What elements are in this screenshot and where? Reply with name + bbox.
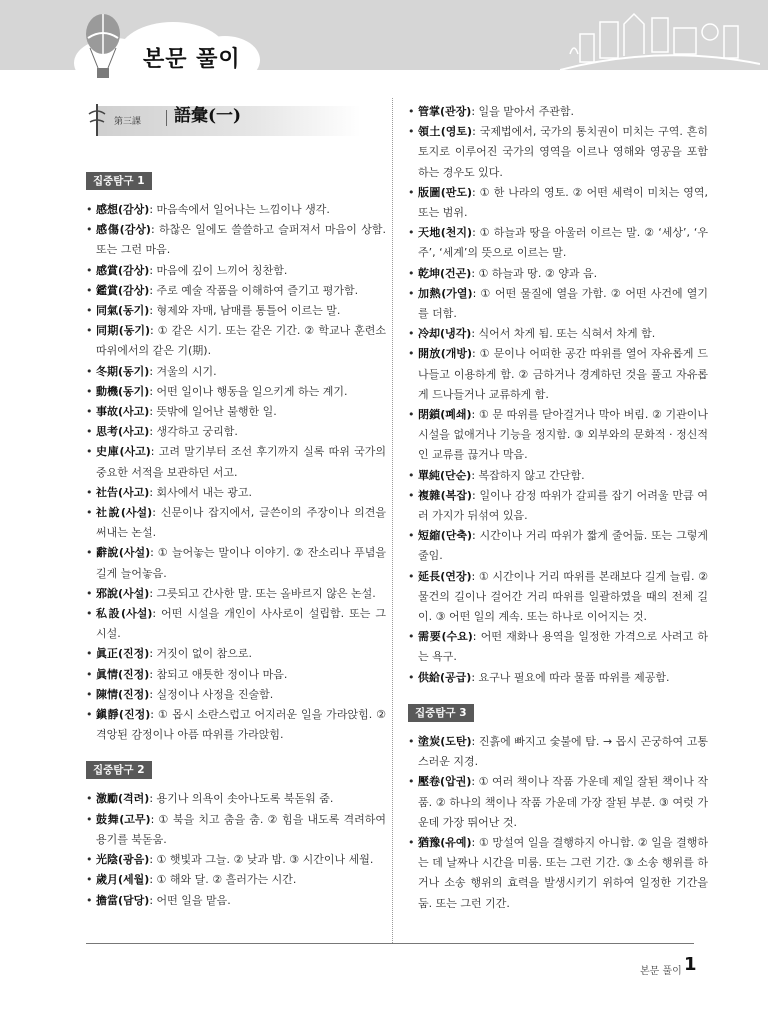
vocab-entry — [408, 833, 708, 914]
vocab-term: 閉鎖(폐쇄) : — [418, 408, 479, 421]
vocab-definition: 주로 예술 작품을 이해하여 즐기고 평가함. — [156, 283, 359, 297]
vocab-definition: ① 시간이나 거리 따위를 본래보다 길게 늘림. ② 물건의 길이나 걸어간 거리 따위를 일괄하였을 때의 전체 길이. ③ 어떤 일의 계속. 또는 하나로 이어지는 것. — [418, 569, 708, 624]
vocab-definition: 형제와 자매, 남매를 통틀어 이르는 말. — [156, 304, 341, 318]
vocab-definition: 시간이나 거리 따위가 짧게 줄어듦. 또는 그렇게 줄임. — [418, 529, 709, 563]
vocab-term: 激勵(격려) : — [96, 792, 157, 805]
vocab-definition: ① 늘어놓는 말이나 이야기. ② 잔소리나 푸념을 길게 늘어놓음. — [96, 546, 386, 580]
vocab-definition: ① 해와 달. ② 흘러가는 시간. — [156, 873, 297, 887]
vocab-term: 眞正(진정) : — [96, 647, 157, 660]
vocab-entry — [86, 891, 386, 911]
vocab-definition: 어떤 일을 맡음. — [156, 893, 231, 907]
vocab-definition: 국제법에서, 국가의 통치권이 미치는 구역. 흔히 토지로 이루어진 국가의 영역을 이르나 영해와 영공을 포함하는 경우도 있다. — [418, 125, 708, 179]
vocab-definition: 일을 맡아서 주관함. — [478, 105, 575, 118]
vocab-definition: 요구나 필요에 따라 물품 따위를 제공함. — [478, 670, 670, 684]
vocab-entry — [408, 102, 708, 122]
vocab-entry — [408, 668, 708, 688]
entry-list — [86, 789, 386, 910]
vocab-definition: ① 몹시 소란스럽고 어지러운 일을 가라앉힘. ② 격앙된 감정이나 아픔 따위를 가라앉힘. — [96, 708, 387, 742]
vocab-entry — [86, 543, 386, 583]
vocab-definition: 실정이나 사정을 진술함. — [156, 687, 274, 701]
vocab-term: 冷却(냉각) : — [418, 327, 479, 340]
left-column — [86, 100, 386, 911]
vocab-term: 開放(개방) : — [418, 347, 480, 360]
vocab-term: 同期(동기) : — [96, 324, 158, 337]
vocab-term: 感賞(감상) : — [96, 264, 157, 277]
hot-air-balloon-icon — [78, 12, 128, 84]
section-label: 집중탐구 1 — [86, 172, 152, 190]
page-number: 1 — [684, 954, 697, 975]
vocab-entry — [408, 344, 708, 405]
vocab-definition: 뜻밖에 일어난 불행한 일. — [156, 405, 277, 419]
vocab-term: 猶豫(유예) : — [418, 836, 479, 849]
city-skyline-icon — [560, 4, 760, 70]
column-divider — [392, 98, 393, 943]
entry-list — [408, 732, 708, 914]
vocab-definition: 생각하고 궁리함. — [156, 425, 238, 439]
vocab-term: 冬期(동기) : — [96, 365, 157, 378]
entry-list — [86, 200, 386, 745]
vocab-entry — [86, 422, 386, 442]
vocab-entry — [408, 284, 708, 324]
vocab-term: 私設(사설) : — [96, 607, 161, 620]
vocab-entry — [86, 362, 386, 382]
vocab-definition: 어떤 시설을 개인이 사사로이 설립함. 또는 그 시설. — [96, 607, 386, 641]
vocab-entry — [86, 503, 386, 543]
vocab-entry — [86, 261, 386, 281]
vocab-term: 鎭靜(진정) : — [96, 708, 158, 721]
vocab-definition: ① 햇빛과 그늘. ② 낮과 밤. ③ 시간이나 세월. — [156, 853, 374, 867]
vocab-term: 短縮(단축) : — [418, 529, 480, 542]
vocab-entry — [86, 604, 386, 644]
footer-rule — [86, 943, 694, 944]
vocab-entry — [408, 183, 708, 223]
brush-ornament-icon — [86, 102, 108, 138]
vocab-term: 天地(천지) : — [418, 226, 480, 239]
vocab-definition: 복잡하지 않고 간단함. — [478, 468, 585, 482]
vocab-term: 感想(감상) : — [96, 203, 157, 216]
vocab-definition: 마음에 깊이 느끼어 칭찬함. — [156, 263, 288, 277]
lesson-banner — [86, 100, 386, 146]
vocab-term: 壓卷(압권) : — [418, 775, 479, 788]
right-column — [408, 102, 708, 914]
vocab-entry — [86, 402, 386, 422]
vocab-term: 供給(공급) : — [418, 671, 479, 684]
vocab-entry — [86, 705, 386, 745]
vocab-entry — [86, 584, 386, 604]
vocab-entry — [86, 442, 386, 482]
vocab-term: 辭說(사설) : — [96, 546, 158, 559]
vocab-definition: ① 한 나라의 영토. ② 어떤 세력이 미치는 영역, 또는 범위. — [418, 185, 709, 220]
vocab-definition: ① 북을 치고 춤을 춤. ② 힘을 내도록 격려하여 용기를 북돋움. — [96, 812, 386, 846]
vocab-definition: ① 하늘과 땅. ② 양과 음. — [478, 266, 598, 280]
lesson-kicker: 第三課 — [114, 117, 142, 127]
vocab-term: 乾坤(건곤) : — [418, 267, 479, 280]
vocab-term: 單純(단순) : — [418, 469, 479, 482]
vocab-entry — [408, 732, 708, 772]
page-title: 본문 풀이 — [143, 47, 241, 72]
vocab-definition: ① 문 따위를 닫아걸거나 막아 버림. ② 기관이나 시설을 없애거나 기능을 정지함. ③ 외부와의 문화적 · 정신적인 교류를 끊거나 막음. — [418, 408, 709, 462]
vocab-entry — [86, 665, 386, 685]
vocab-definition: 어떤 재화나 용역을 일정한 가격으로 사려고 하는 욕구. — [418, 630, 708, 664]
vocab-entry — [86, 850, 386, 870]
vocab-entry — [86, 321, 386, 361]
vocab-entry — [408, 264, 708, 284]
vocab-definition: 참되고 애틋한 정이나 마음. — [156, 667, 288, 681]
lesson-title: 語彙(一) — [174, 106, 242, 126]
vocab-term: 社告(사고) : — [96, 486, 157, 499]
vocab-definition: ① 여러 책이나 작품 가운데 제일 잘된 책이나 작품. ② 하나의 책이나 작품 가운데 가장 잘된 부분. ③ 여럿 가운데 가장 뛰어난 것. — [418, 775, 708, 829]
vocab-term: 史庫(사고) : — [96, 445, 159, 458]
vocab-definition: 마음속에서 일어나는 느낌이나 생각. — [156, 203, 330, 216]
vocab-term: 眞情(진정) : — [96, 668, 157, 681]
vocab-term: 事故(사고) : — [96, 405, 157, 418]
vocab-entry — [408, 486, 708, 526]
vocab-term: 領土(영토) : — [418, 125, 480, 138]
vocab-entry — [408, 772, 708, 833]
vocab-term: 思考(사고) : — [96, 425, 157, 438]
vocab-definition: ① 문이나 어떠한 공간 따위를 열어 자유롭게 드나들고 이용하게 함. ② 금하거나 경계하던 것을 풀고 자유롭게 드나들거나 교류하게 함. — [418, 347, 709, 401]
vocab-entry — [408, 567, 708, 628]
vocab-definition: 하찮은 일에도 쓸쓸하고 슬퍼져서 마음이 상함. 또는 그런 마음. — [96, 223, 387, 257]
vocab-term: 管掌(관장) : — [418, 105, 479, 118]
footer-label: 본문 풀이 — [640, 966, 682, 977]
vocab-definition: 어떤 일이나 행동을 일으키게 하는 계기. — [156, 384, 348, 398]
section-label: 집중탐구 3 — [408, 704, 474, 722]
vocab-definition: ① 망설여 일을 결행하지 아니함. ② 일을 결행하는 데 날짜나 시간을 미룸. 또는 그런 기간. ③ 소송 행위를 하거나 소송 행위의 효력을 발생시키기 위하여 일정한 기간을 둠. 또는 그런 기간. — [418, 835, 709, 910]
vocab-term: 陳情(진정) : — [96, 688, 157, 701]
vocab-entry — [86, 301, 386, 321]
vocab-term: 塗炭(도탄) : — [418, 735, 479, 748]
vocab-term: 擔當(담당) : — [96, 894, 157, 907]
vocab-term: 邪說(사설) : — [96, 587, 157, 600]
vocab-definition: 신문이나 잡지에서, 글쓴이의 주장이나 의견을 써내는 논설. — [96, 506, 387, 540]
vocab-definition: 회사에서 내는 광고. — [156, 485, 253, 499]
vocab-definition: 용기나 의욕이 솟아나도록 북돋워 줌. — [156, 792, 334, 806]
vocab-entry — [86, 483, 386, 503]
vocab-entry — [86, 281, 386, 301]
vocab-term: 版圖(판도) : — [418, 186, 480, 199]
vocab-definition: ① 하늘과 땅을 아울러 이르는 말. ② ‘세상’, ‘우주’, ‘세계’의 뜻으로 이르는 말. — [418, 226, 708, 260]
vocab-definition: 고려 말기부터 조선 후기까지 실록 따위 국가의 중요한 서적을 보관하던 서고. — [96, 445, 386, 479]
section-label: 집중탐구 2 — [86, 761, 152, 779]
vocab-definition: ① 같은 시기. 또는 같은 기간. ② 학교나 훈련소 따위에서의 같은 기(期). — [96, 324, 387, 358]
vocab-term: 鼓舞(고무) : — [96, 813, 158, 826]
vocab-term: 動機(동기) : — [96, 385, 157, 398]
vocab-definition: 일이나 감정 따위가 갈피를 잡기 어려울 만큼 여러 가지가 뒤섞여 있음. — [418, 488, 708, 523]
vocab-entry — [86, 789, 386, 809]
vocab-term: 光陰(광음) : — [96, 853, 157, 866]
lesson-separator — [166, 110, 167, 126]
vocab-term: 同氣(동기) : — [96, 304, 157, 317]
vocab-term: 需要(수요) : — [418, 630, 481, 643]
vocab-definition: 그릇되고 간사한 말. 또는 올바르지 않은 논설. — [156, 586, 376, 600]
vocab-term: 複雜(복잡) : — [418, 489, 479, 502]
vocab-entry — [408, 223, 708, 263]
vocab-entry — [86, 810, 386, 850]
vocab-entry — [86, 200, 386, 220]
vocab-definition: 진흙에 빠지고 숯불에 탐. → 몹시 곤궁하여 고통스러운 지경. — [418, 734, 708, 769]
vocab-entry — [408, 405, 708, 466]
vocab-term: 延長(연장) : — [418, 570, 479, 583]
vocab-definition: 겨울의 시기. — [156, 364, 217, 378]
vocab-definition: 식어서 차게 됨. 또는 식혀서 차게 함. — [478, 327, 656, 341]
vocab-entry — [86, 685, 386, 705]
vocab-entry — [86, 382, 386, 402]
vocab-entry — [408, 627, 708, 667]
vocab-term: 歲月(세월) : — [96, 873, 157, 886]
vocab-term: 感傷(감상) : — [96, 223, 159, 236]
vocab-entry — [86, 870, 386, 890]
vocab-term: 鑑賞(감상) : — [96, 284, 157, 297]
vocab-definition: ① 어떤 물질에 열을 가함. ② 어떤 사건에 열기를 더함. — [418, 286, 708, 321]
vocab-entry — [408, 122, 708, 183]
vocab-entry — [86, 644, 386, 664]
vocab-entry — [408, 324, 708, 344]
vocab-entry — [86, 220, 386, 260]
vocab-entry — [408, 466, 708, 486]
vocab-definition: 거짓이 없이 참으로. — [156, 647, 253, 661]
entry-list — [408, 102, 708, 688]
vocab-term: 加熱(가열) : — [418, 287, 480, 300]
vocab-term: 社說(사설) : — [96, 506, 161, 519]
vocab-entry — [408, 526, 708, 566]
